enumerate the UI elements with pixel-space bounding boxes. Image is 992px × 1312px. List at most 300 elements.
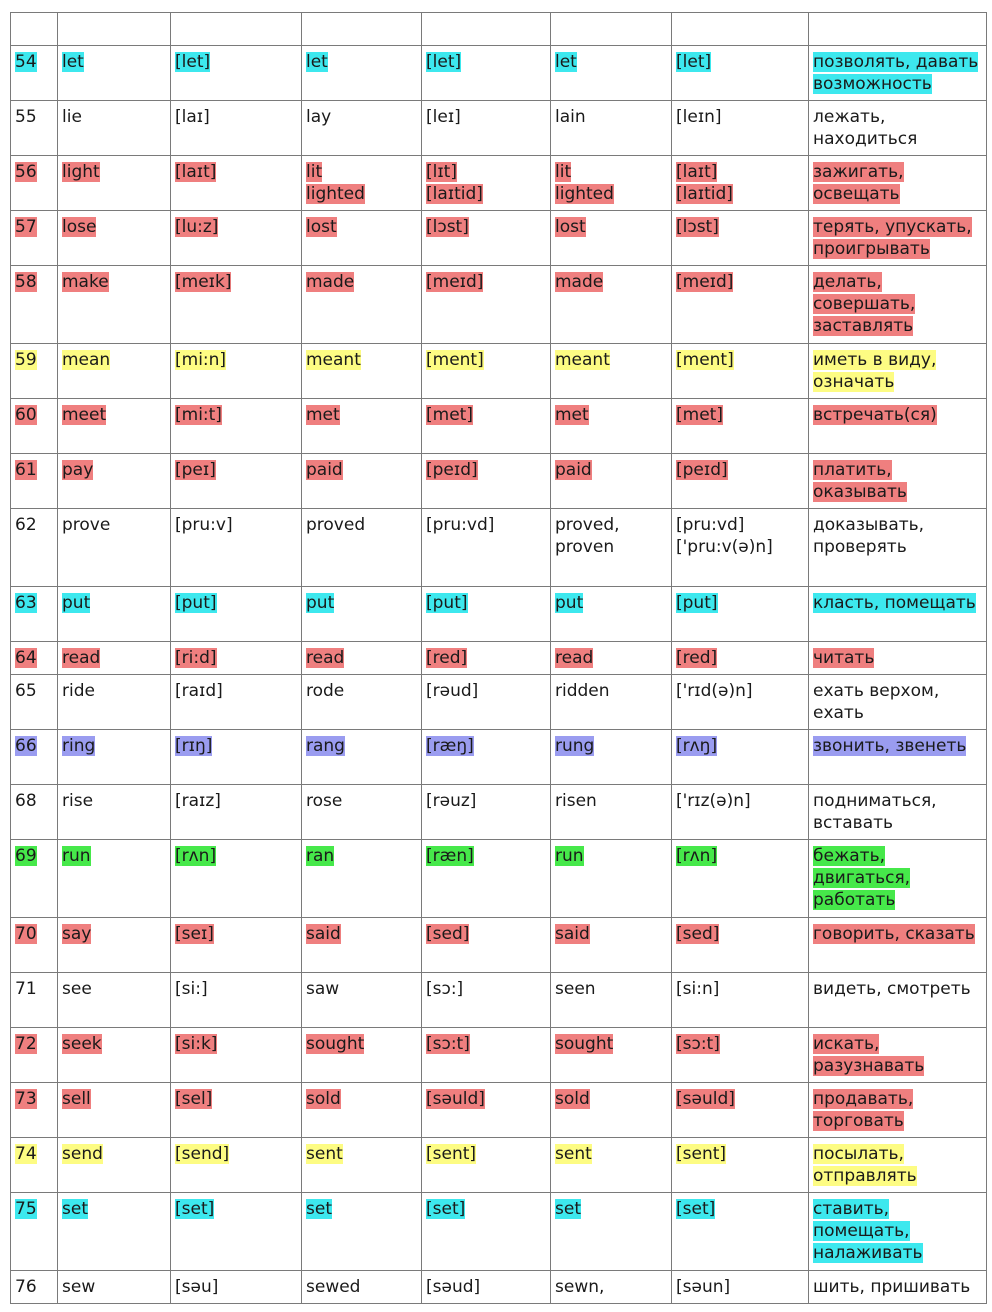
past-simple-cell: [302, 642, 422, 675]
cell-text: [raɪz]: [175, 791, 221, 811]
cell-text: 61: [15, 460, 37, 480]
cell-text: бежать, двигаться, работать: [813, 846, 911, 910]
cell-text: sought: [555, 1034, 614, 1054]
cell-text: 70: [15, 924, 37, 944]
past-simple-transcription-cell: [422, 266, 551, 344]
cell-text: [let]: [175, 52, 211, 72]
cell-text: [ment]: [426, 350, 484, 370]
cell-text: paid: [555, 460, 592, 480]
infinitive-transcription-cell: [171, 101, 302, 156]
translation-cell: [809, 785, 987, 840]
cell-text: [meɪk]: [175, 272, 232, 292]
past-simple-transcription-cell: [422, 1193, 551, 1271]
cell-text: [let]: [676, 52, 712, 72]
past-participle-cell: [551, 1083, 672, 1138]
cell-text: set: [555, 1199, 581, 1219]
cell-text: [put]: [175, 593, 217, 613]
header-cell: [11, 13, 58, 46]
cell-text: say: [62, 924, 92, 944]
cell-text: said: [555, 924, 590, 944]
cell-text: [rɪŋ]: [175, 736, 213, 756]
header-cell: [171, 13, 302, 46]
cell-text: 76: [15, 1277, 37, 1297]
cell-text: [sɔ:t]: [426, 1034, 470, 1054]
cell-text: [seɪ]: [175, 924, 214, 944]
past-participle-cell: [551, 399, 672, 454]
cell-text: lain: [555, 107, 586, 127]
cell-text: [rəud]: [426, 681, 479, 701]
cell-text: ridden: [555, 681, 610, 701]
cell-text: 69: [15, 846, 37, 866]
past-simple-transcription-cell: [422, 344, 551, 399]
infinitive-cell: [58, 101, 171, 156]
past-simple-cell: [302, 101, 422, 156]
row-number-cell: [11, 1028, 58, 1083]
past-participle-cell: [551, 266, 672, 344]
cell-text: [rʌn]: [676, 846, 718, 866]
cell-text: [met]: [426, 405, 473, 425]
cell-text: 75: [15, 1199, 37, 1219]
row-number-cell: [11, 509, 58, 587]
cell-text: иметь в виду, означать: [813, 350, 937, 392]
header-cell: [58, 13, 171, 46]
cell-text: [red]: [426, 648, 468, 668]
cell-text: sent: [555, 1144, 592, 1164]
cell-text: paid: [306, 460, 343, 480]
infinitive-transcription-cell: [171, 1028, 302, 1083]
cell-text: met: [555, 405, 589, 425]
cell-text: made: [555, 272, 604, 292]
cell-text: lost: [306, 217, 337, 237]
cell-text: ехать верхом, ехать: [813, 681, 940, 723]
translation-cell: [809, 266, 987, 344]
header-cell: [422, 13, 551, 46]
past-simple-transcription-cell: [422, 509, 551, 587]
past-simple-transcription-cell: [422, 454, 551, 509]
table-row: [11, 344, 987, 399]
past-simple-cell: [302, 675, 422, 730]
cell-text: зажигать, освещать: [813, 162, 904, 204]
past-participle-cell: [551, 785, 672, 840]
past-simple-cell: [302, 587, 422, 642]
cell-text: rise: [62, 791, 94, 811]
past-participle-cell: [551, 587, 672, 642]
infinitive-transcription-cell: [171, 156, 302, 211]
cell-text: sell: [62, 1089, 91, 1109]
past-participle-transcription-cell: [672, 509, 809, 587]
cell-text-line: [laɪtid]: [426, 184, 483, 204]
translation-cell: [809, 730, 987, 785]
translation-cell: [809, 344, 987, 399]
infinitive-transcription-cell: [171, 399, 302, 454]
infinitive-cell: [58, 785, 171, 840]
cell-text: let: [62, 52, 84, 72]
table-row: [11, 156, 987, 211]
past-participle-cell: [551, 1138, 672, 1193]
cell-text: 56: [15, 162, 37, 182]
cell-text: [put]: [426, 593, 468, 613]
cell-text: risen: [555, 791, 597, 811]
past-participle-cell: [551, 675, 672, 730]
infinitive-transcription-cell: [171, 454, 302, 509]
past-simple-transcription-cell: [422, 973, 551, 1028]
past-participle-transcription-cell: [672, 454, 809, 509]
infinitive-cell: [58, 156, 171, 211]
cell-text: ran: [306, 846, 335, 866]
past-simple-cell: [302, 730, 422, 785]
cell-text: read: [555, 648, 594, 668]
cell-text: [leɪ]: [426, 107, 461, 127]
past-simple-cell: [302, 973, 422, 1028]
row-number-cell: [11, 1138, 58, 1193]
cell-text: send: [62, 1144, 103, 1164]
cell-text: sent: [306, 1144, 343, 1164]
cell-text: seek: [62, 1034, 102, 1054]
table-row: [11, 1271, 987, 1304]
infinitive-transcription-cell: [171, 1083, 302, 1138]
translation-cell: [809, 509, 987, 587]
irregular-verbs-table: [10, 12, 987, 1304]
past-simple-transcription-cell: [422, 1083, 551, 1138]
cell-text: lie: [62, 107, 82, 127]
past-simple-cell: [302, 840, 422, 918]
row-number-cell: [11, 1083, 58, 1138]
cell-text: видеть, смотреть: [813, 979, 971, 999]
infinitive-cell: [58, 587, 171, 642]
past-participle-cell: [551, 344, 672, 399]
cell-text: set: [306, 1199, 332, 1219]
past-participle-transcription-cell: [672, 1271, 809, 1304]
cell-text: [leɪn]: [676, 107, 722, 127]
past-participle-transcription-cell: [672, 344, 809, 399]
cell-text: sought: [306, 1034, 365, 1054]
cell-text: run: [555, 846, 584, 866]
row-number-cell: [11, 156, 58, 211]
cell-text: делать, совершать, заставлять: [813, 272, 916, 336]
cell-text-line: [pru:vd]: [676, 515, 745, 535]
cell-text: [səuld]: [676, 1089, 735, 1109]
translation-cell: [809, 1028, 987, 1083]
table-row: [11, 730, 987, 785]
infinitive-transcription-cell: [171, 587, 302, 642]
table-row: [11, 642, 987, 675]
infinitive-transcription-cell: [171, 46, 302, 101]
infinitive-transcription-cell: [171, 730, 302, 785]
infinitive-transcription-cell: [171, 1138, 302, 1193]
cell-text: 62: [15, 515, 37, 535]
past-simple-cell: [302, 1271, 422, 1304]
cell-text: 73: [15, 1089, 37, 1109]
infinitive-transcription-cell: [171, 973, 302, 1028]
cell-text: [set]: [426, 1199, 466, 1219]
infinitive-cell: [58, 344, 171, 399]
cell-text: proved: [306, 515, 366, 535]
past-participle-transcription-cell: [672, 918, 809, 973]
past-participle-cell: [551, 46, 672, 101]
cell-text: встречать(ся): [813, 405, 937, 425]
cell-text: [sɔ:t]: [676, 1034, 720, 1054]
cell-text: [met]: [676, 405, 723, 425]
past-participle-transcription-cell: [672, 399, 809, 454]
past-simple-cell: [302, 46, 422, 101]
cell-text: [lɔst]: [676, 217, 719, 237]
past-simple-transcription-cell: [422, 730, 551, 785]
cell-text: rang: [306, 736, 345, 756]
past-simple-transcription-cell: [422, 587, 551, 642]
row-number-cell: [11, 675, 58, 730]
cell-text: lose: [62, 217, 97, 237]
cell-text: 71: [15, 979, 37, 999]
cell-text-line: [lɪt]: [426, 162, 457, 182]
past-participle-cell: [551, 211, 672, 266]
translation-cell: [809, 399, 987, 454]
past-simple-cell: [302, 211, 422, 266]
cell-text: [set]: [175, 1199, 215, 1219]
table-row: [11, 918, 987, 973]
cell-text: [ræn]: [426, 846, 474, 866]
past-participle-transcription-cell: [672, 211, 809, 266]
cell-text: [pru:vd]: [426, 515, 495, 535]
row-number-cell: [11, 454, 58, 509]
infinitive-cell: [58, 1271, 171, 1304]
cell-text: шить, пришивать: [813, 1277, 971, 1297]
cell-text: 63: [15, 593, 37, 613]
cell-text: prove: [62, 515, 111, 535]
infinitive-cell: [58, 266, 171, 344]
past-simple-transcription-cell: [422, 785, 551, 840]
past-simple-cell: [302, 399, 422, 454]
infinitive-cell: [58, 642, 171, 675]
past-simple-cell: [302, 509, 422, 587]
table-row: [11, 1083, 987, 1138]
past-participle-cell: [551, 509, 672, 587]
translation-cell: [809, 1271, 987, 1304]
cell-text-line: [laɪt]: [676, 162, 718, 182]
cell-text: платить, оказывать: [813, 460, 907, 502]
row-number-cell: [11, 973, 58, 1028]
table-row: [11, 587, 987, 642]
table-row: [11, 211, 987, 266]
infinitive-cell: [58, 1138, 171, 1193]
cell-text: sewn,: [555, 1277, 605, 1297]
cell-text: [peɪd]: [426, 460, 478, 480]
translation-cell: [809, 587, 987, 642]
row-number-cell: [11, 785, 58, 840]
cell-text: читать: [813, 648, 875, 668]
cell-text: [ræŋ]: [426, 736, 474, 756]
infinitive-transcription-cell: [171, 642, 302, 675]
cell-text: подниматься, вставать: [813, 791, 937, 833]
cell-text: lost: [555, 217, 586, 237]
cell-text: [ri:d]: [175, 648, 217, 668]
past-participle-cell: [551, 156, 672, 211]
cell-text: rode: [306, 681, 345, 701]
past-simple-cell: [302, 1138, 422, 1193]
cell-text: класть, помещать: [813, 593, 976, 613]
row-number-cell: [11, 211, 58, 266]
translation-cell: [809, 454, 987, 509]
row-number-cell: [11, 587, 58, 642]
infinitive-cell: [58, 1193, 171, 1271]
cell-text: run: [62, 846, 91, 866]
cell-text: [raɪd]: [175, 681, 223, 701]
cell-text: light: [62, 162, 100, 182]
past-participle-transcription-cell: [672, 266, 809, 344]
past-participle-cell: [551, 918, 672, 973]
cell-text: продавать, торговать: [813, 1089, 914, 1131]
infinitive-cell: [58, 1028, 171, 1083]
cell-text: 74: [15, 1144, 37, 1164]
past-simple-transcription-cell: [422, 642, 551, 675]
row-number-cell: [11, 1271, 58, 1304]
cell-text: 54: [15, 52, 37, 72]
cell-text: [pru:v]: [175, 515, 233, 535]
cell-text: ring: [62, 736, 96, 756]
infinitive-transcription-cell: [171, 344, 302, 399]
cell-text: lay: [306, 107, 332, 127]
cell-text: [lɔst]: [426, 217, 469, 237]
row-number-cell: [11, 266, 58, 344]
cell-text: met: [306, 405, 340, 425]
cell-text: говорить, сказать: [813, 924, 975, 944]
cell-text: [sɔ:]: [426, 979, 464, 999]
translation-cell: [809, 1193, 987, 1271]
cell-text: sewed: [306, 1277, 361, 1297]
past-simple-transcription-cell: [422, 46, 551, 101]
past-simple-cell: [302, 344, 422, 399]
cell-text: put: [306, 593, 335, 613]
translation-cell: [809, 973, 987, 1028]
cell-text: терять, упускать, проигрывать: [813, 217, 972, 259]
cell-text: 66: [15, 736, 37, 756]
cell-text: [si:]: [175, 979, 208, 999]
cell-text: set: [62, 1199, 88, 1219]
cell-text: 64: [15, 648, 37, 668]
table-body: [11, 13, 987, 1304]
cell-text: ['rɪd(ə)n]: [676, 681, 753, 701]
cell-text: [let]: [426, 52, 462, 72]
row-number-cell: [11, 642, 58, 675]
past-simple-cell: [302, 1028, 422, 1083]
cell-text: [laɪt]: [175, 162, 217, 182]
cell-text-line: lighted: [555, 184, 614, 204]
infinitive-cell: [58, 399, 171, 454]
cell-text-line: lit: [306, 162, 323, 182]
past-simple-transcription-cell: [422, 156, 551, 211]
cell-text: read: [62, 648, 101, 668]
past-participle-transcription-cell: [672, 1083, 809, 1138]
past-participle-cell: [551, 1028, 672, 1083]
past-participle-cell: [551, 642, 672, 675]
past-simple-transcription-cell: [422, 840, 551, 918]
past-simple-transcription-cell: [422, 675, 551, 730]
cell-text: put: [555, 593, 584, 613]
cell-text: [si:k]: [175, 1034, 218, 1054]
cell-text: 55: [15, 107, 37, 127]
cell-text: sold: [306, 1089, 341, 1109]
past-simple-cell: [302, 1083, 422, 1138]
cell-text: [red]: [676, 648, 718, 668]
cell-text: [sed]: [676, 924, 720, 944]
cell-text: ['rɪz(ə)n]: [676, 791, 751, 811]
cell-text: [peɪ]: [175, 460, 216, 480]
infinitive-transcription-cell: [171, 509, 302, 587]
cell-text: ride: [62, 681, 95, 701]
cell-text: искать, разузнавать: [813, 1034, 925, 1076]
table-row: [11, 973, 987, 1028]
cell-text: [səun]: [676, 1277, 731, 1297]
cell-text: [send]: [175, 1144, 230, 1164]
infinitive-transcription-cell: [171, 1271, 302, 1304]
cell-text: [rʌn]: [175, 846, 217, 866]
cell-text: доказывать, проверять: [813, 515, 925, 557]
translation-cell: [809, 840, 987, 918]
infinitive-cell: [58, 730, 171, 785]
infinitive-transcription-cell: [171, 675, 302, 730]
row-number-cell: [11, 918, 58, 973]
cell-text: sold: [555, 1089, 590, 1109]
cell-text: [sed]: [426, 924, 470, 944]
table-row: [11, 101, 987, 156]
past-participle-transcription-cell: [672, 1193, 809, 1271]
table-row: [11, 1193, 987, 1271]
row-number-cell: [11, 399, 58, 454]
past-simple-cell: [302, 785, 422, 840]
infinitive-cell: [58, 1083, 171, 1138]
cell-text: let: [555, 52, 577, 72]
cell-text: [rʌŋ]: [676, 736, 718, 756]
cell-text: [sent]: [676, 1144, 727, 1164]
cell-text: [rəuz]: [426, 791, 477, 811]
infinitive-cell: [58, 509, 171, 587]
cell-text: [lu:z]: [175, 217, 219, 237]
table-row: [11, 1028, 987, 1083]
infinitive-transcription-cell: [171, 840, 302, 918]
cell-text: [səud]: [426, 1277, 481, 1297]
past-simple-transcription-cell: [422, 1138, 551, 1193]
past-participle-transcription-cell: [672, 642, 809, 675]
row-number-cell: [11, 730, 58, 785]
cell-text-line: [laɪtid]: [676, 184, 733, 204]
past-simple-cell: [302, 454, 422, 509]
cell-text: meet: [62, 405, 107, 425]
past-participle-transcription-cell: [672, 973, 809, 1028]
translation-cell: [809, 101, 987, 156]
table-row: [11, 454, 987, 509]
past-simple-cell: [302, 918, 422, 973]
infinitive-cell: [58, 454, 171, 509]
cell-text: mean: [62, 350, 111, 370]
translation-cell: [809, 211, 987, 266]
cell-text: посылать, отправлять: [813, 1144, 917, 1186]
past-participle-transcription-cell: [672, 730, 809, 785]
past-participle-transcription-cell: [672, 587, 809, 642]
cell-text: put: [62, 593, 91, 613]
cell-text: 68: [15, 791, 37, 811]
translation-cell: [809, 46, 987, 101]
cell-text-line: proven: [555, 537, 615, 557]
translation-cell: [809, 918, 987, 973]
cell-text: read: [306, 648, 345, 668]
table-row: [11, 1138, 987, 1193]
cell-text: [laɪ]: [175, 107, 210, 127]
header-cell: [672, 13, 809, 46]
row-number-cell: [11, 840, 58, 918]
cell-text: let: [306, 52, 328, 72]
past-participle-cell: [551, 973, 672, 1028]
cell-text: звонить, звенеть: [813, 736, 967, 756]
past-simple-cell: [302, 1193, 422, 1271]
